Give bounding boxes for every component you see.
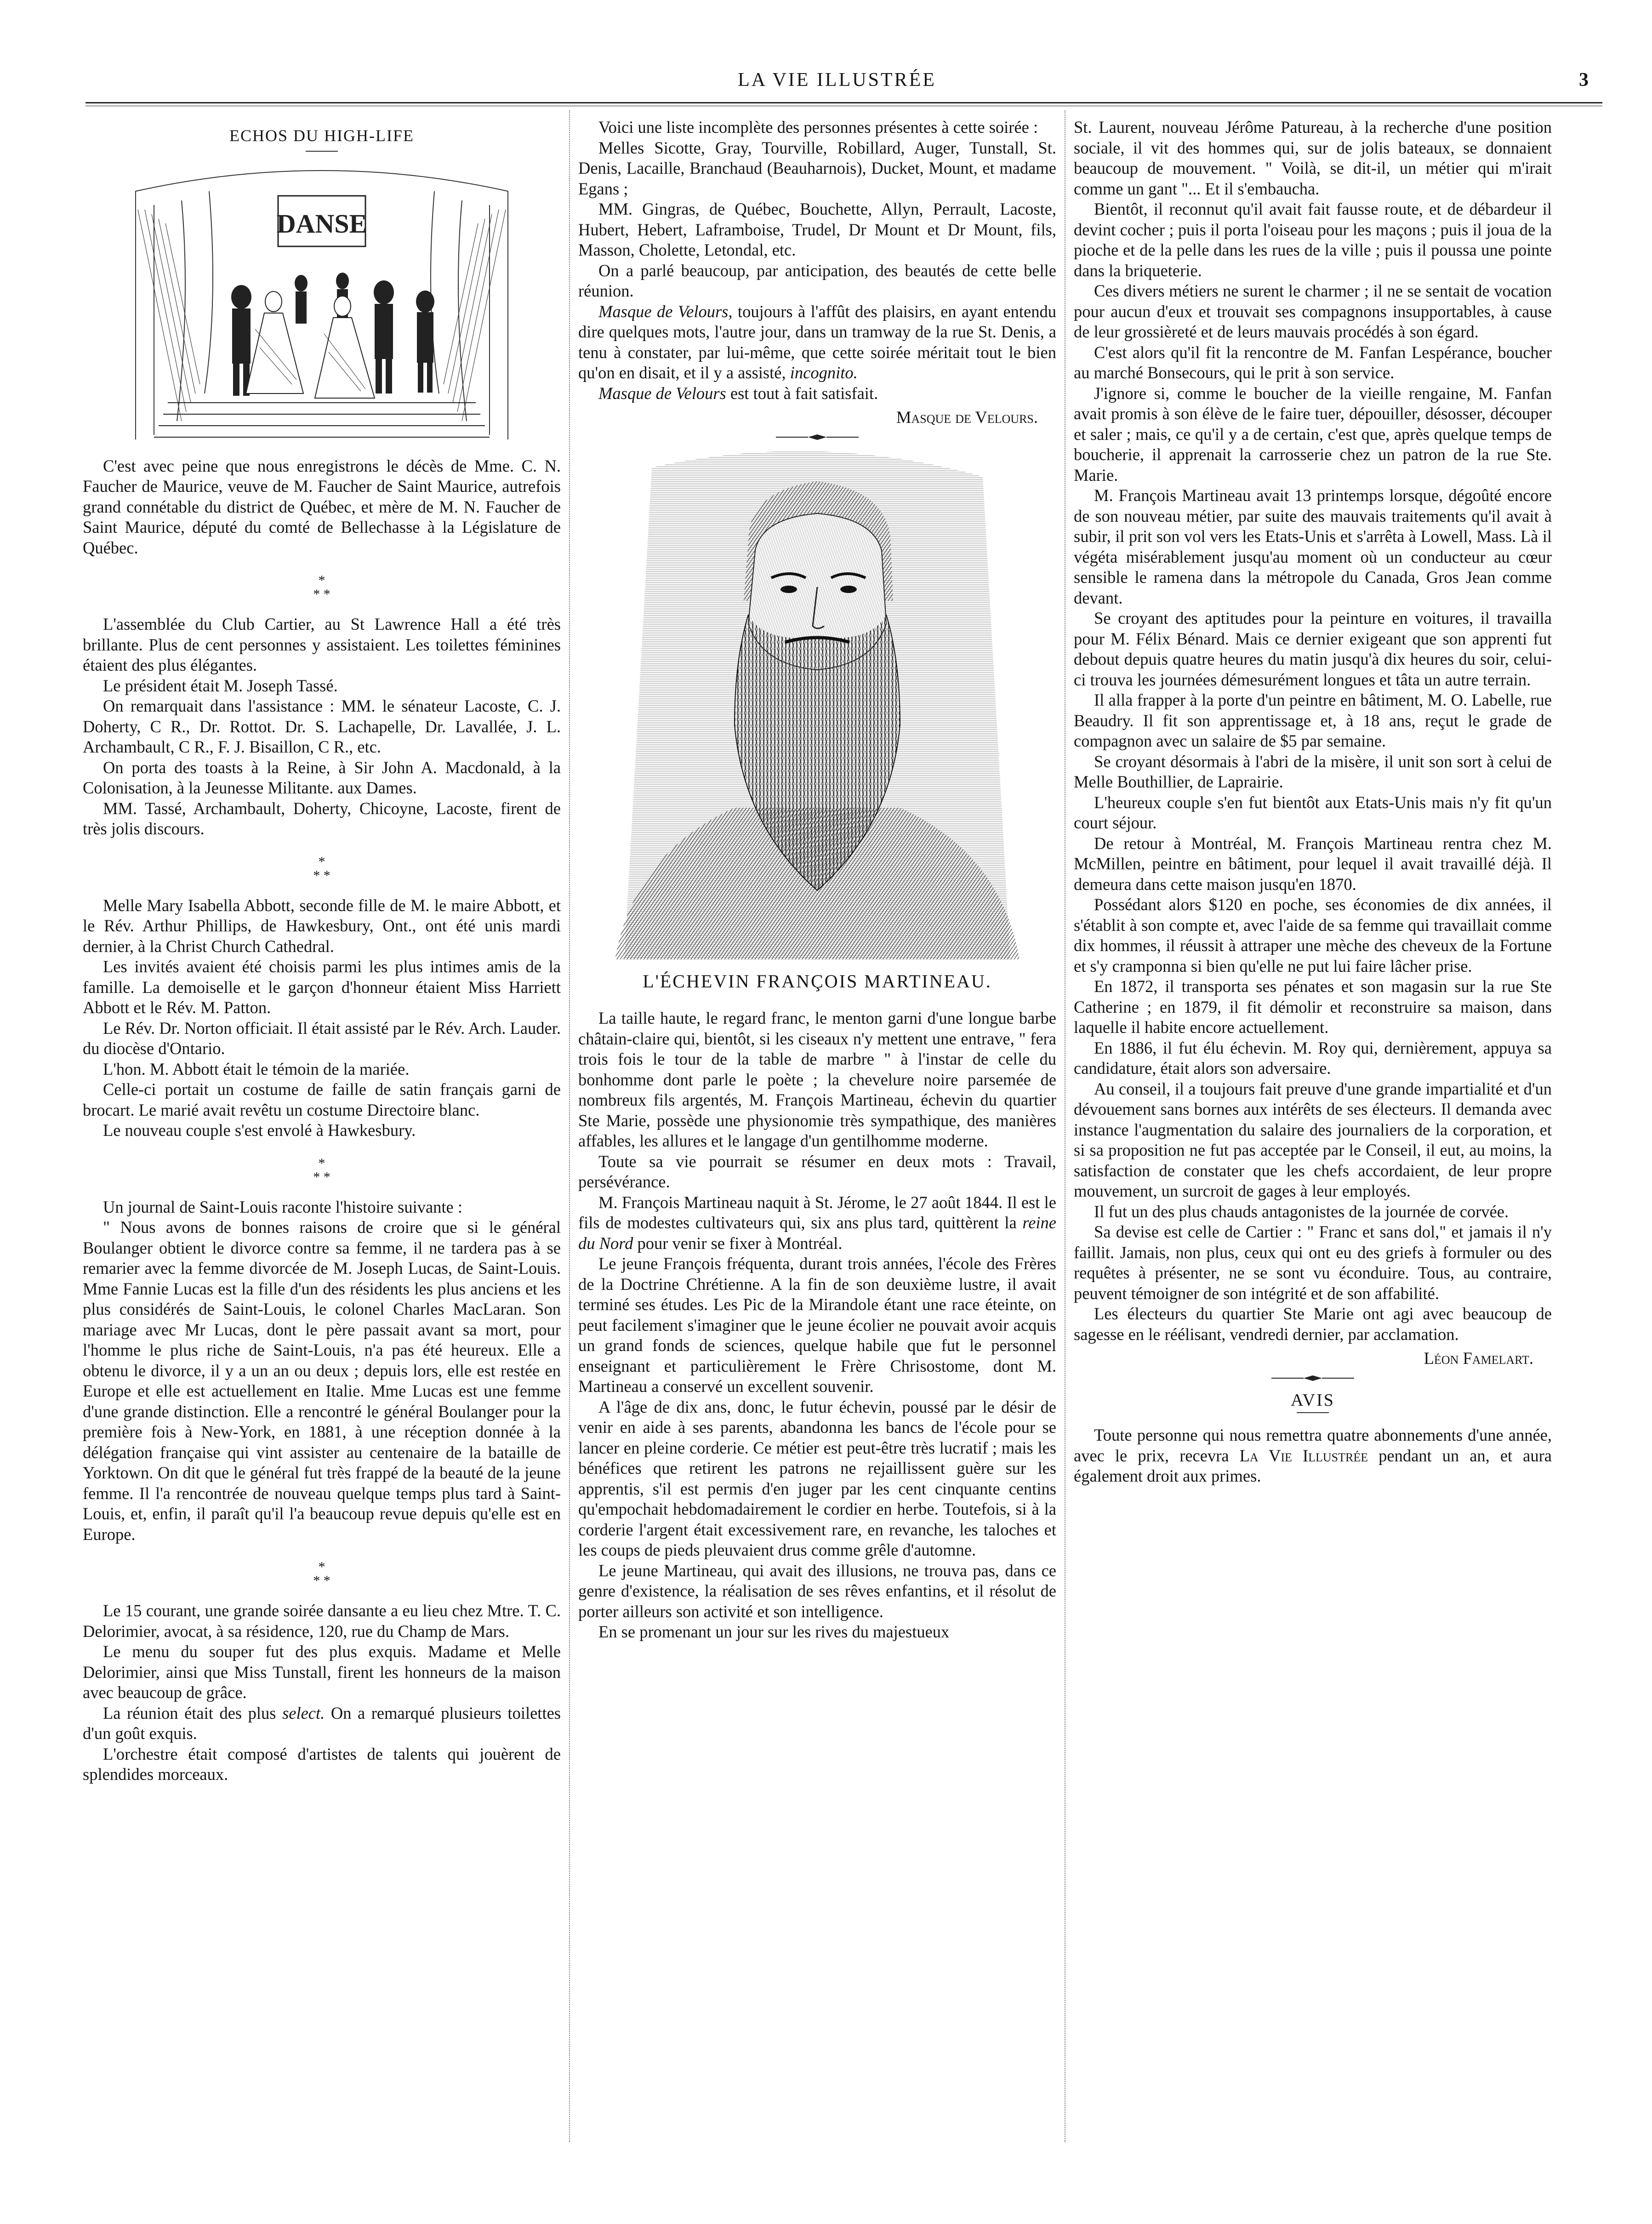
paragraph: C'est alors qu'il fit la rencontre de M. Fanfan Lespérance, boucher au marché Bonsecours, qui le prit à son service.: [1074, 342, 1552, 382]
paragraph: Le menu du souper fut des plus exquis. Madame et Melle Delorimier, ainsi que Miss Tunstall, firent les honneurs de la maison avec beaucoup de grâce.: [83, 1642, 561, 1702]
paragraph: Les invités avaient été choisis parmi les plus intimes amis de la famille. La demoiselle et le garçon d'honneur étaient Miss Harriett Abbott et le Rév. M. Patton.: [83, 957, 561, 1017]
column-divider: [569, 110, 570, 2142]
paragraph: M. François Martineau avait 13 printemps lorsque, dégoûté encore de son nouveau métier, par suite des mauvais traitements qu'il avait à subir, il prit son vol vers les Etats-Unis et s'arrêta à Lowell, Mass. Là il végéta misérablement jusqu'au moment où un conducteur au cœur sensible le ramena dans la métropole du Canada, Gros Jean comme devant.: [1074, 486, 1552, 607]
paragraph: Les électeurs du quartier Ste Marie ont agi avec beaucoup de sagesse en le réélisant, vendredi dernier, par acclamation.: [1074, 1304, 1552, 1344]
paragraph: Le Rév. Dr. Norton officiait. Il était assisté par le Rév. Arch. Lauder. du diocèse d'Ontario.: [83, 1018, 561, 1058]
paragraph: M. François Martineau naquit à St. Jérome, le 27 août 1844. Il est le fils de modestes cultivateurs qui, six ans plus tard, quittèrent la reine du Nord pour venir se fixer à Montréal.: [578, 1192, 1056, 1253]
column-2: [578, 117, 1056, 1642]
paragraph: Se croyant des aptitudes pour la peinture en voitures, il travailla pour M. Félix Bénard. Mais ce dernier exigeant que son apprenti fut debout depuis quatre heures du matin jusqu'à dix heures du soir, celui-ci trouva les journées démesurément longues et tâta un autre terrain.: [1074, 609, 1552, 689]
asterism: * * *: [313, 1559, 330, 1588]
signature: Léon Famelart.: [1424, 1349, 1533, 1368]
paragraph: J'ignore si, comme le boucher de la vieille rengaine, M. Fanfan avait promis à son élève de le faire tuer, dépouiller, désosser, découper et saler ; mais, ce qu'il y a de certain, c'est que, après quelque temps de boucherie, il apprenait la carrosserie chez un patron de la rue Ste. Marie.: [1074, 383, 1552, 485]
paragraph: On remarquait dans l'assistance : MM. le sénateur Lacoste, C. J. Doherty, C R., Dr. Rottot. Dr. S. Lachapelle, Dr. Lavallée, J. L. Archambault, C R., F. J. Bisaillon, C R., etc.: [83, 696, 561, 756]
paragraph: En se promenant un jour sur les rives du majestueux: [598, 1622, 950, 1641]
column-1: [83, 117, 561, 1785]
newspaper-title: LA VIE ILLUSTRÉE: [738, 69, 936, 91]
ornament-divider: [776, 433, 859, 441]
paragraph: L'orchestre était composé d'artistes de talents qui jouèrent de splendides morceaux.: [83, 1744, 561, 1784]
paragraph: Le nouveau couple s'est envolé à Hawkesbury.: [103, 1121, 416, 1140]
paragraph: On porta des toasts à la Reine, à Sir John A. Macdonald, à la Colonisation, à la Jeunesse Militante. aux Dames.: [83, 758, 561, 797]
section-title: ECHOS DU HIGH-LIFE: [229, 126, 414, 145]
notice-title: AVIS: [1291, 1390, 1335, 1410]
ornament-divider: [1271, 1374, 1354, 1382]
paragraph: " Nous avons de bonnes raisons de croire que si le général Boulanger obtient le divorce contre sa femme, il ne tardera pas à se remarier avec la femme divorcée de M. Joseph Lucas, de Saint-Louis. Mme Fannie Lucas est la fille d'un des résidents les plus anciens et les plus considérés de Saint-Louis, le colonel Charles MacLaran. Son mariage avec Mr Lucas, dont le père passait avant sa mort, pour l'homme le plus riche de Saint-Louis, n'a pas été heureux. Elle a obtenu le divorce, il y a un an ou deux ; depuis lors, elle est restée en Europe et elle est actuellement en Italie. Mme Lucas est une femme d'une grande distinction. Elle a rencontré le général Boulanger pour la première fois à New-York, en 1881, à une réception donnée à la délégation française qui vint assister au centenaire de la bataille de Yorktown. On dit que le général fut très frappé de la beauté de la jeune femme. Il l'a rencontrée de nouveau quelque temps plus tard à Saint-Louis, et, enfin, il paraît qu'il l'a beaucoup revue depuis qu'elle est en Europe.: [83, 1218, 561, 1544]
paragraph: La réunion était des plus select. On a remarqué plusieurs toilettes d'un goût exquis.: [83, 1703, 561, 1743]
paragraph: Il fut un des plus chauds antagonistes de la journée de corvée.: [1094, 1202, 1509, 1221]
paragraph: Possédant alors $120 en poche, ses économies de dix années, il s'établit à son compte et, avec l'aide de sa femme qui travaillait comme dix hommes, il réussit à attraper une mèche des cheveux de la Fortune et s'y cramponna si bien qu'elle ne put lui faire lâcher prise.: [1074, 895, 1552, 975]
paragraph: Masque de Velours, toujours à l'affût des plaisirs, en ayant entendu dire quelques mots, l'autre jour, dans un tramway de la rue St. Denis, a tenu à constater, par lui-même, que cette soirée méritait tout le bien qu'on en disait, et il y a assisté, incognito.: [578, 302, 1056, 382]
paragraph: Bientôt, il reconnut qu'il avait fait fausse route, et de débardeur il devint cocher ; puis il porta l'oiseau pour les maçons ; puis il joua de la pioche et de la pelle dans les rues de la ville ; puis il poussa une pointe dans la briqueterie.: [1074, 200, 1552, 280]
paragraph: MM. Gingras, de Québec, Bouchette, Allyn, Perrault, Lacoste, Hubert, Hebert, Laframboise, Trudel, Dr Mount et Dr Mount, fils, Masson, Cholette, Letondal, etc.: [578, 200, 1056, 259]
signature: Masque de Velours.: [896, 408, 1038, 427]
paragraph: Ces divers métiers ne surent le charmer ; il ne se sentait de vocation pour aucun d'eux et trouvait ses compagnons insupportables, à cause de leur grossièreté et de leurs mauvais procédés à son égard.: [1074, 281, 1552, 341]
paragraph: En 1872, il transporta ses pénates et son magasin sur la rue Ste Catherine ; en 1879, il fit démolir et reconstruire sa maison, dans laquelle il habite encore actuellement.: [1074, 977, 1552, 1037]
paragraph: L'heureux couple s'en fut bientôt aux Etats-Unis mais n'y fit qu'un court séjour.: [1074, 793, 1552, 832]
paragraph: Masque de Velours est tout à fait satisfait.: [598, 383, 878, 403]
ballroom-illustration: [126, 164, 517, 449]
asterism: * * *: [313, 1155, 330, 1185]
column-3: [1074, 117, 1552, 1487]
paragraph: C'est avec peine que nous enregistrons le décès de Mme. C. N. Faucher de Maurice, veuve de M. Faucher de Saint Maurice, autrefois grand connétable du district de Québec, et mère de M. N. Faucher de Saint Maurice, député du comté de Bellechasse à la Législature de Québec.: [83, 456, 561, 557]
paragraph: En 1886, il fut élu échevin. M. Roy qui, dernièrement, appuya sa candidature, était alors son adversaire.: [1074, 1038, 1552, 1078]
paragraph: Un journal de Saint-Louis raconte l'histoire suivante :: [103, 1197, 463, 1216]
paragraph: Le jeune François fréquenta, durant trois années, l'école des Frères de la Doctrine Chrétienne. A la fin de son deuxième lustre, il avait terminé ses études. Les Pic de la Mirandole étant une race éteinte, on peut facilement s'imaginer que le jeune écolier ne pouvait avoir acquis un grand fonds de sciences, quelque habile que fut le personnel enseignant et particulièrement le Frère Chrisostome, dont M. Martineau a conservé un excellent souvenir.: [578, 1254, 1056, 1396]
paragraph: L'hon. M. Abbott était le témoin de la mariée.: [103, 1059, 410, 1078]
masthead: [85, 69, 1589, 101]
illustration-sign: DANSE: [276, 208, 367, 239]
asterism: * * *: [313, 854, 330, 883]
paragraph: On a parlé beaucoup, par anticipation, des beautés de cette belle réunion.: [578, 261, 1056, 300]
paragraph: Il alla frapper à la porte d'un peintre en bâtiment, M. O. Labelle, rue Beaudry. Il fit son apprentissage et, à 18 ans, reçut le grade de compagnon avec un salaire de $5 par semaine.: [1074, 690, 1552, 750]
paragraph: Voici une liste incomplète des personnes présentes à cette soirée :: [598, 118, 1038, 137]
page-number: 3: [1579, 69, 1589, 91]
paragraph: MM. Tassé, Archambault, Doherty, Chicoyne, Lacoste, firent de très jolis discours.: [83, 798, 561, 838]
portrait-engraving: [597, 449, 1038, 964]
title-rule: [306, 151, 338, 152]
paragraph: Sa devise est celle de Cartier : " Franc et sans dol," et jamais il n'y faillit. Jamais, non plus, ceux qui ont eu des griefs à formuler ou des requêtes à présenter, ne se sont vu éconduire. Tous, au contraire, peuvent témoigner de son intégrité et de son affabilité.: [1074, 1222, 1552, 1303]
paragraph: Le président était M. Joseph Tassé.: [103, 676, 338, 695]
paragraph: Le 15 courant, une grande soirée dansante a eu lieu chez Mtre. T. C. Delorimier, avocat, à sa résidence, 120, rue du Champ de Mars.: [83, 1601, 561, 1641]
paragraph: Se croyant désormais à l'abri de la misère, il unit son sort à celui de Melle Bouthillier, de Laprairie.: [1074, 752, 1552, 791]
paragraph: Au conseil, il a toujours fait preuve d'une grande impartialité et d'un dévouement sans bornes aux intérêts de ses électeurs. Il demanda avec instance l'augmentation du salaire des journaliers de la corporation, et si sa proposition ne fut pas acceptée par le Conseil, il eut, au moins, la satisfaction de constater que les chefs accordaient, de leur propre mouvement, un surcroit de gages à leur employés.: [1074, 1079, 1552, 1200]
paragraph: A l'âge de dix ans, donc, le futur échevin, poussé par le désir de venir en aide à ses parents, abandonna les bancs de l'école pour se lancer en pleine corderie. Ce métier est peut-être très lucratif ; mais les bénéfices que retirent les patrons ne rejaillissent guère sur les apprentis, s'il est permis d'en juger par les cent cinquante centins qu'empochait hebdomadairement le cordier en herbe. Toutefois, si à la corderie l'argent était excessivement rare, en revanche, les taloches et les coups de pieds pleuvaient drus comme grêle d'automne.: [578, 1397, 1056, 1559]
paragraph: Toute sa vie pourrait se résumer en deux mots : Travail, persévérance.: [578, 1152, 1056, 1191]
paragraph: Le jeune Martineau, qui avait des illusions, ne trouva pas, dans ce genre d'existence, la réalisation de ses rêves enfantins, et il résolut de porter ailleurs son activité et son intelligence.: [578, 1561, 1056, 1621]
header-rule: [85, 102, 1602, 103]
asterism: * * *: [313, 573, 330, 602]
paragraph: Celle-ci portait un costume de faille de satin français garni de brocart. Le marié avait revêtu un costume Directoire blanc.: [83, 1080, 561, 1119]
paragraph: Melles Sicotte, Gray, Tourville, Robillard, Auger, Tunstall, St. Denis, Lacaille, Branchaud (Beauharnois), Ducket, Mount, et madame Egans ;: [578, 138, 1056, 198]
paragraph: Melle Mary Isabella Abbott, seconde fille de M. le maire Abbott, et le Rév. Arthur Phillips, de Hawkesbury, Ont., ont été unis mardi dernier, à la Christ Church Cathedral.: [83, 895, 561, 956]
paragraph: De retour à Montréal, M. François Martineau rentra chez M. McMillen, peintre en bâtiment, pour lequel il avait travaillé déjà. Il demeura dans cette maison jusqu'en 1870.: [1074, 833, 1552, 894]
title-rule: [1297, 1412, 1329, 1413]
paragraph: La taille haute, le regard franc, le menton garni d'une longue barbe châtain-claire qui, bientôt, si les ciseaux n'y mettent une entrave, " fera trois fois le tour de la table de marbre " à l'instar de celle du bonhomme dont parle le poète ; la chevelure noire parsemée de nombreux fils argentés, M. François Martineau, échevin du quartier Ste Marie, possède une physionomie très sympathique, des manières affables, les allures et le langage d'un gentilhomme moderne.: [578, 1009, 1056, 1150]
paragraph: St. Laurent, nouveau Jérôme Patureau, à la recherche d'une position sociale, il vit des hommes qui, sur de jolis bateaux, se donnaient beaucoup de mouvement. " Voilà, se dit-il, un métier qui m'irait comme un gant "... Et il s'embaucha.: [1074, 118, 1552, 198]
notice-text: Toute personne qui nous remettra quatre abonnements d'une année, avec le prix, recevra La Vie Illustrée pendant un an, et aura également droit aux primes.: [1074, 1426, 1552, 1485]
paragraph: L'assemblée du Club Cartier, au St Lawrence Hall a été très brillante. Plus de cent personnes y assistaient. Les toilettes féminines étaient des plus élégantes.: [83, 615, 561, 674]
portrait-caption: L'ÉCHEVIN FRANÇOIS MARTINEAU.: [643, 970, 992, 992]
